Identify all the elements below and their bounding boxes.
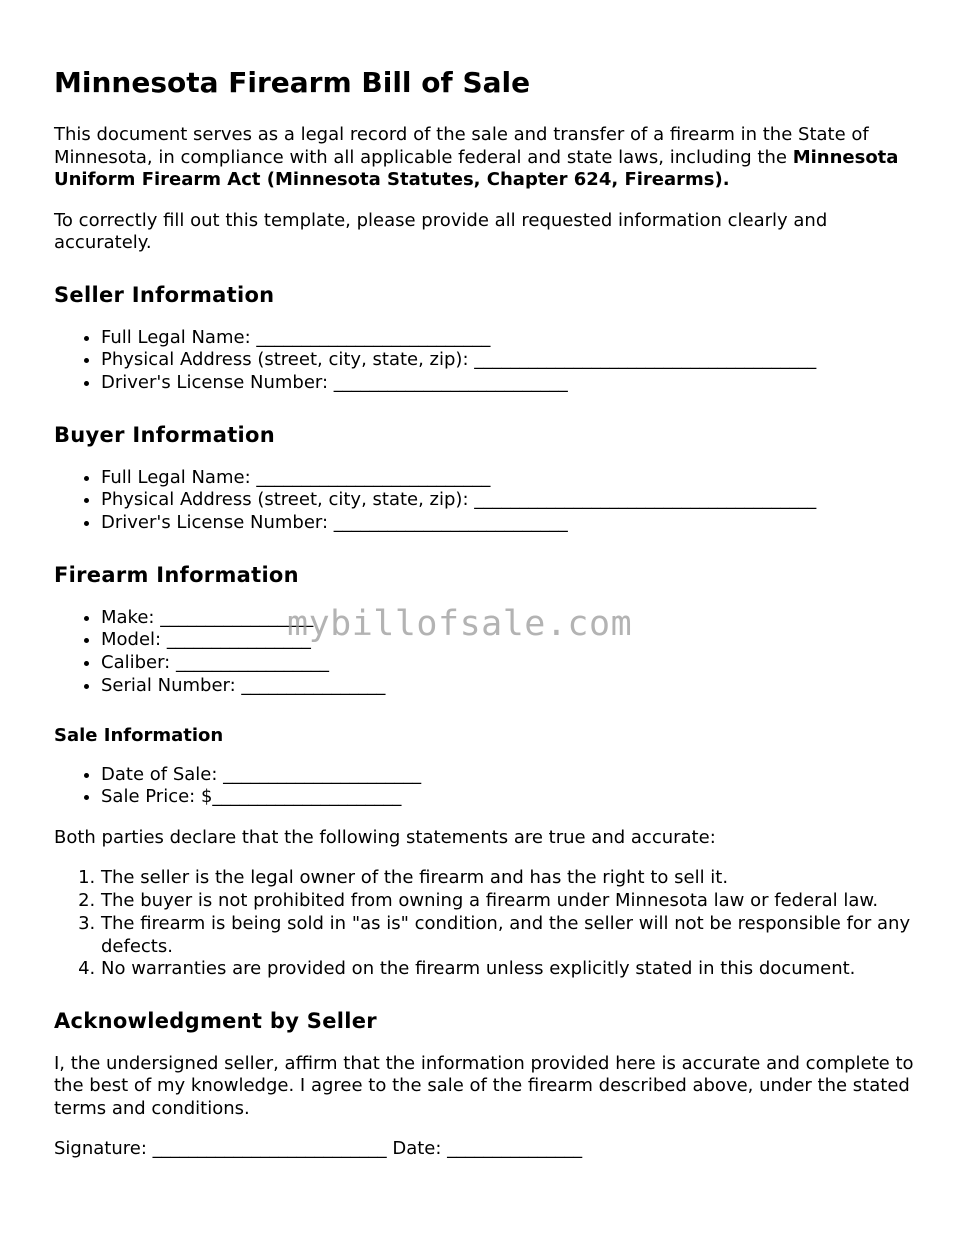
declaration-item: 4. No warranties are provided on the firearm unless explicitly stated in this document. [101,958,924,981]
seller-list [54,327,924,395]
declaration-item: 3. The firearm is being sold in "as is" condition, and the seller will not be responsible for any defects. [101,913,924,958]
buyer-list [54,467,924,535]
firearm-list [54,607,924,698]
document-title: Minnesota Firearm Bill of Sale [54,66,531,99]
declaration-list [54,867,924,981]
firearm-make-field: • Make: _________________ [101,607,924,630]
instructions-paragraph: To correctly fill out this template, please provide all requested information clearly and accurately. [54,209,828,253]
buyer-license-field: • Driver's License Number: __________________________ [101,512,924,535]
document-page [54,64,924,1179]
watermark: mybillofsale.com [287,604,633,644]
firearm-model-field: • Model: ________________ [101,629,924,652]
declaration-intro: Both parties declare that the following statements are true and accurate: [54,826,716,848]
declaration-item: 2. The buyer is not prohibited from owning a firearm under Minnesota law or federal law. [101,890,924,913]
signature-line: Signature: __________________________ Date: _______________ [54,1138,583,1160]
acknowledgment-text: I, the undersigned seller, affirm that the information provided here is accurate and complete to the best of my knowledge. I agree to the sale of the firearm described above, under the stated terms and conditions. [54,1052,914,1119]
sale-date-field: • Date of Sale: ______________________ [101,764,924,787]
buyer-name-field: • Full Legal Name: __________________________ [101,467,924,490]
firearm-caliber-field: • Caliber: _________________ [101,652,924,675]
seller-name-field: • Full Legal Name: __________________________ [101,327,924,350]
buyer-address-field: • Physical Address (street, city, state, zip): ______________________________________ [101,489,924,512]
intro-statute: Minnesota Uniform Firearm Act (Minnesota Statutes, Chapter 624, Firearms). [54,146,899,190]
intro-text: This document serves as a legal record of the sale and transfer of a firearm in the State of Minnesota, in compliance with all applicable federal and state laws, including the [54,124,869,168]
seller-heading: Seller Information [54,282,275,307]
acknowledgment-heading: Acknowledgment by Seller [54,1008,377,1033]
firearm-serial-field: • Serial Number: ________________ [101,675,924,698]
seller-address-field: • Physical Address (street, city, state, zip): ______________________________________ [101,349,924,372]
intro-paragraph [54,124,924,192]
declaration-item: 1. The seller is the legal owner of the firearm and has the right to sell it. [101,867,924,890]
seller-license-field: • Driver's License Number: __________________________ [101,372,924,395]
sale-heading: Sale Information [54,724,224,746]
buyer-heading: Buyer Information [54,422,276,447]
sale-price-field: • Sale Price: $_____________________ [101,786,924,809]
firearm-heading: Firearm Information [54,562,299,587]
sale-list [54,764,924,809]
